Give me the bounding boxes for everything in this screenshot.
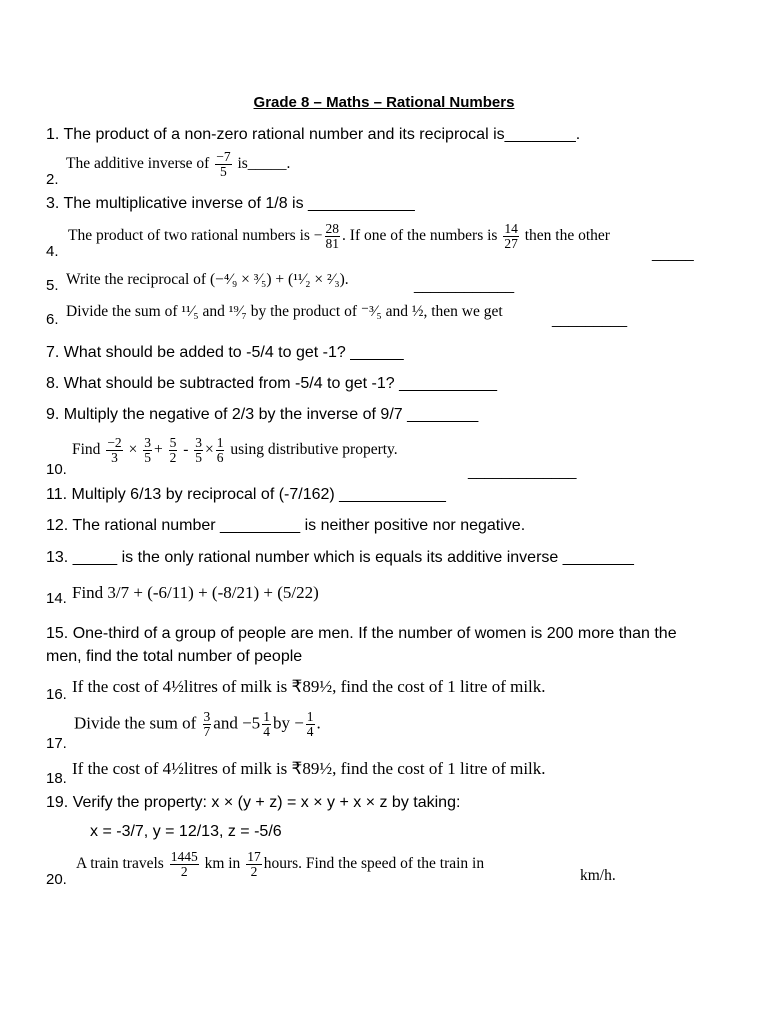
question-14-number: 14. [46, 590, 67, 607]
fraction: $\frac{1}{6}$ [216, 435, 224, 465]
question-10-find: Find [72, 441, 101, 459]
question-20-text [76, 850, 484, 879]
question-4-post: then the other [524, 227, 610, 245]
question-5-number: 5. [46, 277, 59, 294]
operator: + [153, 441, 163, 459]
fraction: $\frac{5}{2}$ [169, 435, 177, 465]
question-3: 3. The multiplicative inverse of 1/8 is ____________ [46, 195, 415, 212]
question-12: 12. The rational number _________ is neither positive nor negative. [46, 517, 526, 534]
question-4-text [68, 222, 610, 251]
question-19-line-1: 19. Verify the property: x × (y + z) = x × y + x × z by taking: [46, 794, 461, 811]
question-11: 11. Multiply 6/13 by reciprocal of (-7/162) ____________ [46, 486, 446, 503]
question-18-text: If the cost of 4½litres of milk is ₹89½, find the cost of 1 litre of milk. [72, 759, 546, 778]
question-16-text: If the cost of 4½litres of milk is ₹89½, find the cost of 1 litre of milk. [72, 677, 546, 696]
question-17-mid2: by − [272, 713, 304, 733]
question-17-mid: and −5 [213, 713, 261, 733]
fraction: $\frac{1}{4}$ [306, 709, 314, 739]
question-17-post: . [316, 713, 321, 733]
question-6-text: Divide the sum of ¹¹⁄₅ and ¹⁹⁄₇ by the product of ⁻³⁄₅ and ½, then we get [66, 303, 503, 320]
question-13: 13. _____ is the only rational number which is equals its additive inverse ________ [46, 549, 634, 566]
question-2-number: 2. [46, 171, 59, 188]
fraction: $\frac{3}{5}$ [195, 435, 202, 465]
question-14-text: Find 3/7 + (-6/11) + (-8/21) + (5/22) [72, 583, 319, 602]
question-4-mid: . If one of the numbers is [342, 227, 498, 245]
question-6-number: 6. [46, 311, 59, 328]
operator: - [183, 441, 189, 459]
question-2-text [66, 150, 290, 179]
question-7: 7. What should be added to -5/4 to get -1? ______ [46, 344, 404, 361]
question-10-blank: _____________ [468, 463, 577, 480]
question-20-mid: km in [204, 855, 241, 873]
worksheet-title: Grade 8 – Maths – Rational Numbers [253, 94, 515, 111]
question-17-pre: Divide the sum of [74, 713, 197, 733]
fraction: $\frac{1445}{2}$ [170, 849, 198, 879]
question-18-number: 18. [46, 770, 67, 787]
question-4-number: 4. [46, 243, 59, 260]
question-9: 9. Multiply the negative of 2/3 by the inverse of 9/7 ________ [46, 406, 479, 423]
question-10-text [72, 436, 398, 465]
fraction: $\frac{3}{7}$ [203, 709, 211, 739]
question-16-number: 16. [46, 686, 67, 703]
question-2-pre: The additive inverse of [66, 155, 210, 173]
fraction: $\frac{-7}{5}$ [216, 149, 231, 179]
question-4-blank: _____ [652, 245, 694, 262]
question-20-unit: km/h. [580, 867, 616, 884]
question-1: 1. The product of a non-zero rational number and its reciprocal is________. [46, 126, 581, 143]
question-20-post: hours. Find the speed of the train in [263, 855, 485, 873]
question-10-post: using distributive property. [230, 441, 398, 459]
question-6-blank: _________ [552, 311, 628, 328]
question-17-text [74, 710, 321, 739]
fraction: $\frac{3}{5}$ [144, 435, 151, 465]
question-2-post: is_____. [237, 155, 291, 173]
question-5-blank: ____________ [414, 277, 515, 294]
operator: × [128, 441, 138, 459]
question-8: 8. What should be subtracted from -5/4 to get -1? ___________ [46, 375, 497, 392]
fraction: $\frac{28}{81}$ [325, 221, 340, 251]
fraction: $\frac{-2}{3}$ [107, 435, 122, 465]
question-20-pre: A train travels [76, 855, 164, 873]
fraction: $\frac{1}{4}$ [263, 709, 270, 739]
operator: × [204, 441, 214, 459]
fraction: $\frac{17}{2}$ [247, 849, 261, 879]
question-4-pre: The product of two rational numbers is − [68, 227, 323, 245]
fraction: $\frac{14}{27}$ [504, 221, 518, 251]
question-10-number: 10. [46, 461, 67, 478]
question-15: 15. One-third of a group of people are men. If the number of women is 200 more than the men, find the total number of people [46, 625, 677, 665]
question-19-line-2: x = -3/7, y = 12/13, z = -5/6 [90, 823, 282, 840]
question-20-number: 20. [46, 871, 67, 888]
question-5-text: Write the reciprocal of (−⁴⁄₉ × ³⁄₅) + (¹¹⁄₂ × ²⁄₃). [66, 271, 349, 288]
question-17-number: 17. [46, 735, 67, 752]
